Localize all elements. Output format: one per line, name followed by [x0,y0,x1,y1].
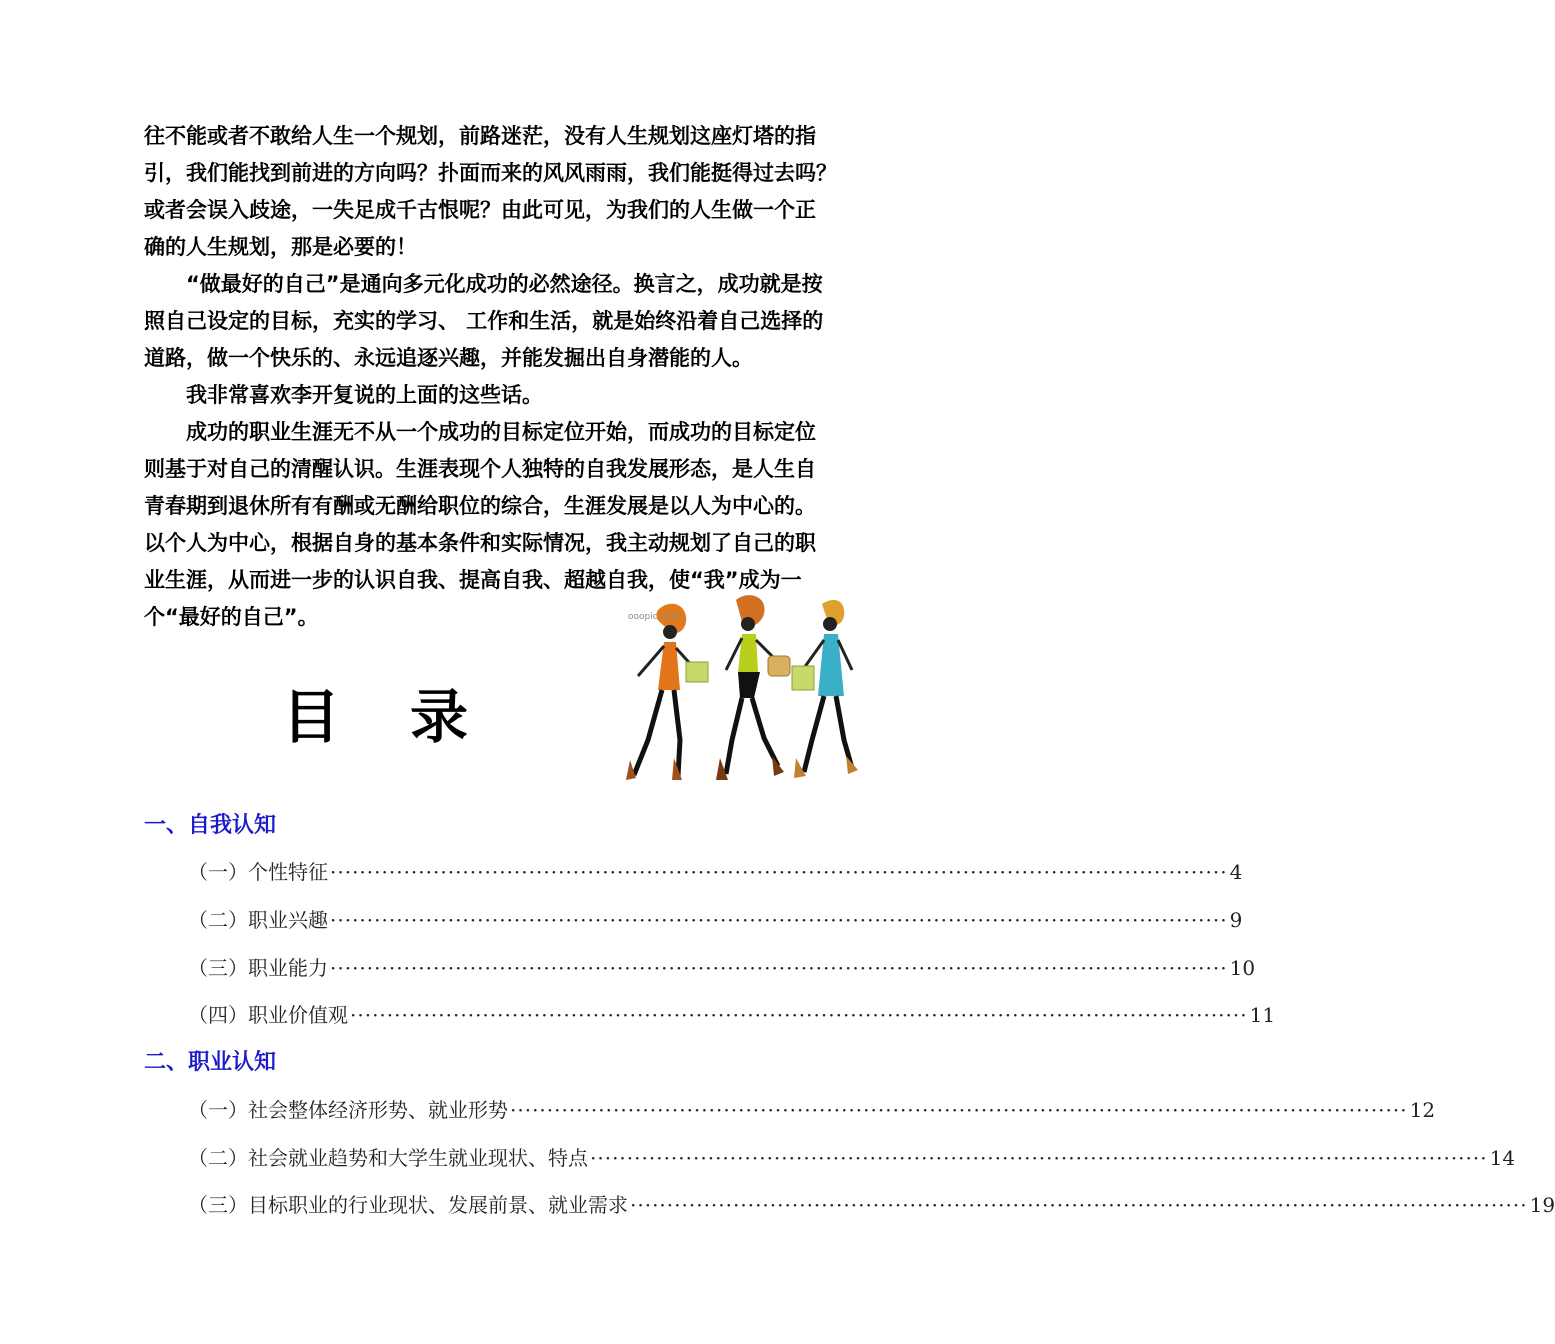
body-line: 青春期到退休所有有酬或无酬给职位的综合，生涯发展是以人为中心的。 [144,494,816,518]
toc-title: 目录 [282,683,539,751]
toc-entry-label: （三）目标职业的行业现状、发展前景、就业需求 [188,1193,628,1217]
body-line: 我非常喜欢李开复说的上面的这些话。 [144,383,543,407]
watermark: ooopic.com [628,612,680,622]
toc-leader-dots: ·························································································································· [330,908,1228,932]
body-text [144,118,904,636]
body-line: 引，我们能找到前进的方向吗？扑面而来的风风雨雨，我们能挺得过去吗？ [144,161,837,185]
toc-entry[interactable] [188,1142,1516,1171]
body-line: 或者会误入歧途，一失足成千古恨呢？由此可见，为我们的人生做一个正 [144,198,816,222]
toc-entry-label: （二）职业兴趣 [188,908,328,932]
toc-entry[interactable] [188,999,1276,1028]
toc-page-number: 19 [1529,1193,1555,1217]
toc-leader-dots: ·························································································································· [350,1003,1248,1027]
body-line: 照自己设定的目标，充实的学习、 工作和生活，就是始终沿着自己选择的 [144,309,824,333]
toc-entry-label: （二）社会就业趋势和大学生就业现状、特点 [188,1146,588,1170]
toc-page-number: 9 [1229,908,1243,932]
toc-entry-label: （一）个性特征 [188,860,328,884]
toc-entry[interactable] [188,904,1243,933]
toc-page-number: 14 [1489,1146,1516,1170]
toc-leader-dots: ·························································································································· [510,1098,1408,1122]
section-heading: 一、自我认知 [144,813,277,838]
toc-entry-label: （三）职业能力 [188,956,328,980]
body-line: 以个人为中心，根据自身的基本条件和实际情况，我主动规划了自己的职 [144,531,816,555]
woman-figure [716,595,790,780]
body-line: 成功的职业生涯无不从一个成功的目标定位开始，而成功的目标定位 [144,420,816,444]
body-line: “做最好的自己”是通向多元化成功的必然途径。换言之，成功就是按 [144,272,823,296]
toc-page-number: 4 [1229,860,1243,884]
section-heading: 二、职业认知 [144,1050,277,1075]
toc-entry[interactable] [188,1189,1555,1218]
toc-leader-dots: ·························································································································· [590,1146,1488,1170]
body-line: 往不能或者不敢给人生一个规划，前路迷茫，没有人生规划这座灯塔的指 [144,124,816,148]
toc-entry-label: （四）职业价值观 [188,1003,348,1027]
toc-leader-dots: ·························································································································· [330,860,1228,884]
woman-figure [626,604,708,780]
toc-page-number: 11 [1249,1003,1276,1027]
toc-page-number: 10 [1229,956,1256,980]
body-line: 道路，做一个快乐的、永远追逐兴趣，并能发掘出自身潜能的人。 [144,346,753,370]
woman-figure [792,600,858,778]
body-line: 个“最好的自己”。 [144,605,319,629]
toc-leader-dots: ·························································································································· [630,1193,1528,1217]
toc-leader-dots: ·························································································································· [330,956,1228,980]
body-line: 则基于对自己的清醒认识。生涯表现个人独特的自我发展形态，是人生自 [144,457,816,481]
toc-entry-label: （一）社会整体经济形势、就业形势 [188,1098,508,1122]
body-line: 确的人生规划，那是必要的！ [144,235,417,259]
toc-entry[interactable] [188,952,1256,981]
body-line: 业生涯，从而进一步的认识自我、提高自我、超越自我，使“我”成为一 [144,568,802,592]
toc-entry[interactable] [188,856,1243,885]
toc-entry[interactable] [188,1094,1436,1123]
toc-page-number: 12 [1409,1098,1436,1122]
